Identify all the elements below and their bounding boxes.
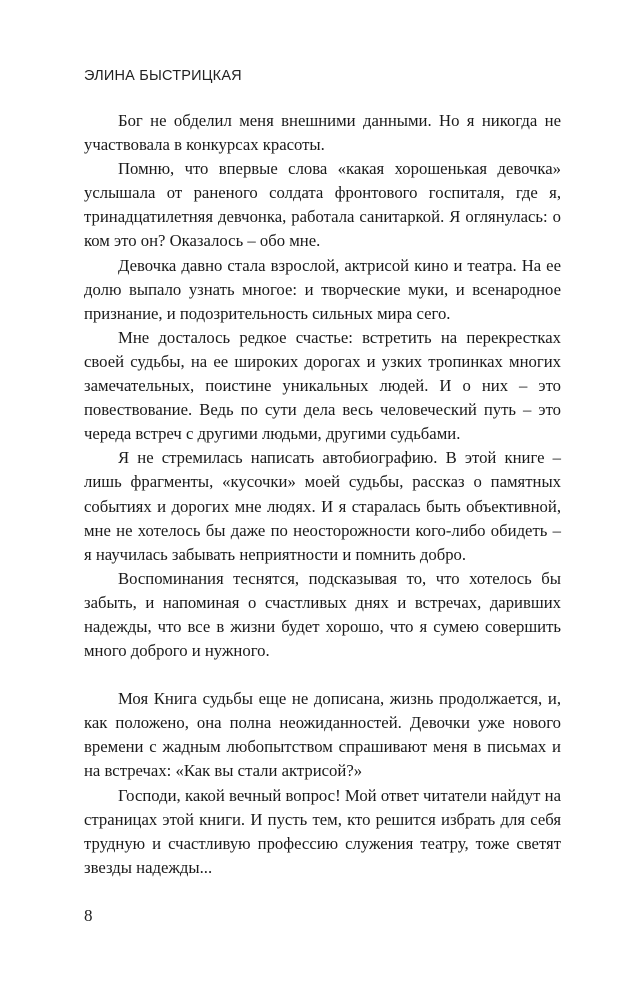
- paragraph-1: Бог не обделил меня внешними данными. Но я никогда не участвовала в конкурсах красоты.: [84, 111, 561, 155]
- paragraph-4: Мне досталось редкое счастье: встретить на перекрестках своей судьбы, на ее широких дорогах и узких тропинках многих замечательных, поистине уникальных людей. И о них – это повествование. Ведь по сути дела весь человеческий путь – это череда встреч с другими людьми, другими судьбами.: [84, 327, 561, 444]
- paragraph-2: Помню, что впервые слова «какая хорошенькая девочка» услышала от раненого солдата фронтового госпиталя, где я, тринадцатилетняя девчонка, работала санитаркой. Я оглянулась: о ком это он? Оказалось – обо мне.: [84, 159, 561, 251]
- page-number: 8: [84, 906, 93, 925]
- paragraph-7: Моя Книга судьбы еще не дописана, жизнь продолжается, и, как положено, она полна неожиданностей. Девочки уже нового времени с жадным любопытством спрашивают меня в письмах и на встречах: «Как вы стали актрисой?»: [84, 689, 561, 781]
- paragraph-5: Я не стремилась написать автобиографию. В этой книге – лишь фрагменты, «кусочки» моей судьбы, рассказ о памятных событиях и дорогих мне людях. И я старалась быть объективной, мне не хотелось бы даже по неосторожности кого-либо обидеть – я научилась забывать неприятности и помнить добро.: [84, 448, 561, 564]
- paragraph-8: Господи, какой вечный вопрос! Мой ответ читатели найдут на страницах этой книги. И пусть тем, кто решится избрать для себя трудную и счастливую профессию служения театру, тоже светят звезды надежды...: [84, 785, 561, 877]
- running-head: ЭЛИНА БЫСТРИЦКАЯ: [84, 68, 242, 84]
- body-text: [84, 109, 561, 880]
- paragraph-6: Воспоминания теснятся, подсказывая то, что хотелось бы забыть, и напоминая о счастливых днях и встречах, даривших надежды, что все в жизни будет хорошо, что я сумею совершить много доброго и нужного.: [84, 568, 561, 661]
- paragraph-3: Девочка давно стала взрослой, актрисой кино и театра. На ее долю выпало узнать многое: и творческие муки, и всенародное признание, и подозрительность сильных мира сего.: [84, 255, 561, 323]
